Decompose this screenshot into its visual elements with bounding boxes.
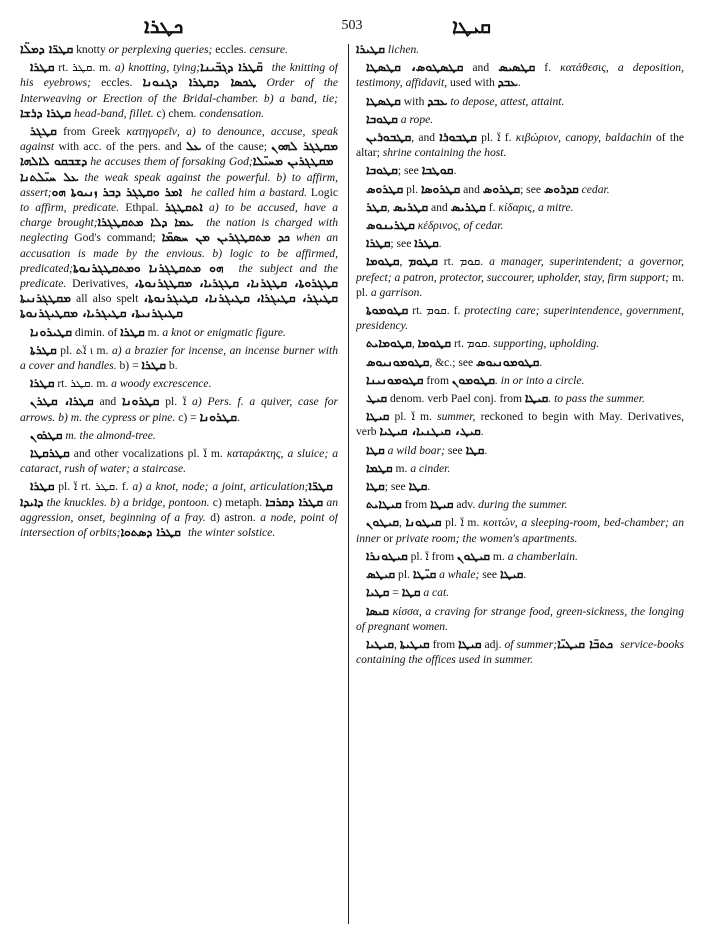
syriac-term: ܩܛܘܡܐܝܬ xyxy=(366,336,412,351)
dictionary-entry xyxy=(356,443,684,458)
dictionary-entry xyxy=(356,112,684,127)
entry-text: pl. xyxy=(403,182,421,196)
definition-text: a wild boar; xyxy=(384,443,445,457)
syriac-term: ܩܛܣܛܐ xyxy=(366,93,401,108)
definition-text: a knot or enigmatic figure. xyxy=(162,325,286,339)
definition-text: a) to be accused, have a charge brought; xyxy=(20,201,338,230)
syriac-term: ܩܛܪܘܢ xyxy=(30,427,63,442)
dictionary-entry xyxy=(356,373,684,388)
entry-text: conj. from xyxy=(470,392,525,406)
definition-text: censure. xyxy=(249,43,288,56)
entry-text: pl. ܐ̈ m. xyxy=(389,410,438,424)
syriac-term: ܩܛܐ xyxy=(366,442,385,457)
definition-text: shrine containing the host. xyxy=(382,146,507,160)
entry-text: all also spelt xyxy=(70,292,144,306)
syriac-term: ܡܩܛܓܪܝܢ ܡܚܝ̈ܠܐ ܥܠ ܚܝ̈ܠܬܢܐ xyxy=(20,154,338,184)
syriac-term: ܩܛܐ xyxy=(366,479,385,494)
syriac-term: ܩܛܐ xyxy=(465,442,485,457)
definition-text: lichen. xyxy=(385,43,420,56)
entry-text: Ethpal. xyxy=(119,201,165,215)
definition-text: a sleeping-room, bed-chamber; an inner xyxy=(356,516,684,545)
syriac-term: ܩܛܪܐ xyxy=(414,236,439,251)
syriac-term: ܩܛܪ xyxy=(366,199,388,214)
entry-text: f. xyxy=(535,61,561,75)
syriac-term: ܩܕܪܘܣ xyxy=(543,181,579,196)
syriac-term: ܥܒܕ xyxy=(427,93,448,108)
entry-text: . xyxy=(523,568,527,582)
definition-text: a craving for strange food, green-sickness, the longing of pregnant women. xyxy=(356,604,684,633)
syriac-term: ܩܛܣܛܘܣ، ܩܛܣܛܐ xyxy=(366,60,464,75)
syriac-term: ܩܛܝܪܐ xyxy=(356,42,386,56)
entry-text: f. xyxy=(485,200,499,214)
entry-text: God's command; xyxy=(68,231,162,245)
syriac-term: ܛܟܣܐ ܕܩܛܪܐ ܕܓܢܘܢܐ xyxy=(142,75,257,90)
entry-text: rt. ܩܘܡ. xyxy=(451,337,494,351)
entry-text: pl. ܐ̈ܬ ι m. xyxy=(56,343,112,357)
syriac-term: ܩܛܒܘܪܐ xyxy=(439,130,477,145)
entry-text: . xyxy=(517,76,521,90)
entry-text: . xyxy=(484,443,488,457)
entry-text: with acc. of the pers. and xyxy=(54,140,186,154)
definition-text: a whale; xyxy=(436,568,480,582)
entry-text: , xyxy=(398,516,406,530)
entry-text: of the cause; xyxy=(201,140,272,154)
syriac-term: ܩܛܪܐ xyxy=(141,358,166,373)
entry-text: Pael xyxy=(450,392,471,406)
entry-text: m. xyxy=(144,325,163,339)
dictionary-entry xyxy=(356,163,684,178)
definition-text: canopy, baldachin xyxy=(561,131,652,145)
dictionary-entry xyxy=(20,42,338,57)
definition-text: a garrison. xyxy=(370,285,423,299)
entry-text: c) = xyxy=(175,410,200,424)
definition-text: m. the almond-tree. xyxy=(62,428,156,442)
definition-text: the nation is charged with neglecting xyxy=(20,216,338,245)
definition-text: an aggression, onset, beginning of a fray. xyxy=(20,495,338,524)
syriac-term: ܩܛܪܐ ܕܪܫܐ xyxy=(20,105,72,120)
dictionary-entry xyxy=(356,130,684,160)
definition-text: private room; the women's apartments. xyxy=(395,531,578,545)
definition-text: a woody excrescence. xyxy=(111,377,212,391)
dictionary-entry xyxy=(356,355,684,370)
syriac-term: ܩܛܪܘܣ xyxy=(366,181,404,196)
dictionary-entry xyxy=(356,497,684,512)
syriac-term: ܩܝܛ xyxy=(366,391,388,406)
entry-text: . xyxy=(438,237,442,251)
dictionary-entry xyxy=(356,479,684,494)
definition-text: summer, xyxy=(437,410,476,424)
definition-text: condensation. xyxy=(199,106,265,120)
greek-term: κιβώριον, xyxy=(515,131,562,145)
entry-text: or xyxy=(380,531,396,545)
dictionary-entry xyxy=(356,409,684,439)
entry-text: . xyxy=(539,355,543,369)
syriac-term: ܩܛܪܬܐ xyxy=(30,342,57,357)
syriac-term: ܩܛܪܐ ܕܣܬܘܐ xyxy=(120,525,186,540)
definition-text: a cat. xyxy=(420,586,450,600)
definition-text: a) to denounce, accuse, speak against xyxy=(20,125,338,154)
syriac-term: ܩܛܪܐ xyxy=(366,236,391,251)
greek-term: κοιτών, xyxy=(482,516,518,530)
syriac-term: ܩܛܘܡܘܢ xyxy=(451,372,495,387)
syriac-term: ܩܝܛܐ xyxy=(524,391,549,406)
syriac-term: ܩܝܛܐ xyxy=(366,409,390,424)
syriac-term: ܩܝܛܐ xyxy=(430,497,454,512)
entry-text: from xyxy=(401,498,431,512)
syriac-term: ܩܛܝܓܪ، ܩܛܝܓܪܐ، ܩܛܝܓܪܢܐ، ܩܛܝܓܪܢܘܬܐ، ܩܛܝܓܪܢܝܬܐ، ܩܛܝܓܪܝܐ، ܡܩܛܝܓܪܢܘܬܐ xyxy=(20,291,338,321)
dictionary-entry xyxy=(20,325,338,340)
syriac-term: ܩܛܪܘܣܐ xyxy=(420,181,461,196)
syriac-term: ܩܛܪܐ xyxy=(120,324,145,339)
entry-text: , xyxy=(411,337,418,351)
entry-text: from xyxy=(423,373,452,387)
syriac-term: ܩܛܓܪܘܬܐ، ܩܛܓܪܢܐ، ܩܛܓܪܝܐ، ܡܩܛܓܪܢܘܬܐ، ܡܩܛܓܪܢܝܬܐ xyxy=(20,276,338,306)
entry-text: adv. xyxy=(453,498,479,512)
entry-text: dimin. of xyxy=(71,325,121,339)
syriac-term: ܩܝܣܐ xyxy=(366,603,389,618)
syriac-term: ܩܛܪܐ xyxy=(30,376,55,391)
entry-text: and xyxy=(428,200,451,214)
syriac-term: ܥܡܐ ܕܠܐ xyxy=(150,215,201,230)
syriac-term: ܩܛܘܡܐ xyxy=(417,336,452,351)
definition-text: he accuses them of forsaking God; xyxy=(87,155,253,169)
syriac-term: ܩ̈ܛܪܐ ܕܓܒ̈ܝܢܐ xyxy=(200,60,268,75)
syriac-term: ܩܘܛܒܐ xyxy=(421,163,454,178)
syriac-term: ܩܝܛܝܐ xyxy=(366,636,394,651)
entry-text: and other vocalizations pl. ܐ̈ m. xyxy=(69,447,227,461)
entry-text: pl. xyxy=(395,568,413,582)
syriac-term: ܩܛܘܡܘܬܐ xyxy=(366,303,409,318)
entry-text: and xyxy=(93,395,123,409)
definition-text: Order of the Interweaving or Erection of the Bridal-chamber. xyxy=(20,76,338,105)
definition-text: supporting, upholding. xyxy=(493,337,600,351)
dictionary-entry xyxy=(356,218,684,233)
syriac-term: ܩܛܪܐ، ܩܛܪܢ xyxy=(30,394,94,409)
syriac-term: ܐܬܩܛܓܪ xyxy=(164,200,203,215)
definition-text: the knitting of his eyebrows; xyxy=(20,61,338,90)
definition-text: of summer; xyxy=(504,637,558,651)
syriac-term: ܩܛܐ xyxy=(401,585,421,600)
entry-text: b) = xyxy=(116,359,142,373)
entry-text: . xyxy=(480,425,484,439)
entry-text: denom. verb xyxy=(387,392,451,406)
definition-text: a deposition, testimony, affidavit, xyxy=(356,61,684,90)
entry-text: used with xyxy=(447,76,498,90)
dictionary-entry xyxy=(20,394,338,424)
dictionary-entry xyxy=(356,585,684,600)
definition-text: a node, point of intersection of orbits; xyxy=(20,510,338,540)
syriac-term: ܩܛܪܝܣ xyxy=(450,199,486,214)
dictionary-entry xyxy=(20,428,338,443)
entry-text: pl. ܐ̈ m. xyxy=(441,516,483,530)
dictionary-entry xyxy=(356,200,684,215)
definition-text: a) knotting, tying; xyxy=(114,61,201,75)
entry-text: Logic xyxy=(307,185,338,199)
syriac-term: ܟܬܒ̈ܐ ܩܝܛܝ̈ܐ xyxy=(557,636,618,651)
entry-text: . xyxy=(427,480,431,494)
syriac-term: ܥܠ xyxy=(185,139,202,154)
definition-text: . to pass the summer. xyxy=(548,392,645,406)
dictionary-entry xyxy=(20,446,338,476)
entry-text: ; see xyxy=(397,164,422,178)
entry-text: ; see xyxy=(384,480,409,494)
entry-text: reckoned to begin with May. xyxy=(475,410,628,424)
syriac-term: ܩܛܡܐ xyxy=(366,460,393,475)
definition-text: a) a brazier for incense, an incense burner with a cover and handles. xyxy=(20,343,338,373)
definition-text: he called him a bastard. xyxy=(187,185,308,199)
entry-text: with xyxy=(400,94,428,108)
dictionary-entry xyxy=(356,303,684,333)
entry-text: knotty xyxy=(73,43,109,56)
entry-text: , xyxy=(393,637,400,651)
entry-text: d) astron. xyxy=(205,510,261,524)
entry-text: verb xyxy=(356,425,380,439)
dictionary-entry xyxy=(356,637,684,667)
greek-term: καταράκτης, xyxy=(226,447,284,461)
entry-text: see xyxy=(444,443,466,457)
dictionary-entry xyxy=(356,94,684,109)
syriac-term: ܩܛܪܝܣ xyxy=(392,199,429,214)
definition-text: a mitre. xyxy=(535,200,574,214)
page-number: 503 xyxy=(341,18,363,33)
syriac-term: ܩܝܛܘܢ xyxy=(366,515,399,530)
entry-text: from Greek xyxy=(56,125,127,139)
entry-text: rt. ܩܘܡ. f. xyxy=(408,304,465,318)
syriac-term: ܩܝܛܐ xyxy=(458,636,482,651)
syriac-term: ܩܛܘܡܘܢܝܢܐ xyxy=(366,372,424,387)
entry-text: pl. ܐ̈ xyxy=(159,395,193,409)
syriac-term: ܩܛܪܐ xyxy=(30,60,55,75)
definition-text: a rope. xyxy=(397,112,434,126)
dictionary-entry xyxy=(356,336,684,351)
dictionary-entry xyxy=(356,182,684,197)
syriac-term: ܩܛܘܡܘܢܝܘܣ xyxy=(476,354,540,369)
left-column xyxy=(20,42,338,928)
syriac-term: ܩܛܘܡ xyxy=(408,254,438,269)
entry-text: pl. ܐ̈ f. xyxy=(476,131,516,145)
entry-text: m. xyxy=(490,549,508,563)
syriac-term: ܩܛܪܐ xyxy=(30,479,55,494)
definition-text: the winter solstice. xyxy=(185,526,276,540)
definition-text: b) a band, tie; xyxy=(258,91,338,105)
syriac-term: ܩܝܛܣ xyxy=(366,567,396,582)
entry-text: . xyxy=(236,410,240,424)
entry-text: , xyxy=(399,255,409,269)
definition-text: cedar. xyxy=(578,182,610,196)
definition-text: head-band, fillet. xyxy=(71,106,154,120)
syriac-term: ܩܛܪܐ ܕܩܪܒܐ xyxy=(265,494,324,509)
entry-text: , &c.; see xyxy=(429,355,477,369)
definition-text: to depose, attest, attaint. xyxy=(447,94,565,108)
syriac-term: ܩܛܪܩܛܐ xyxy=(30,446,70,461)
entry-text: rt. ܩܛܪ. m. xyxy=(54,61,115,75)
greek-term: κίδαρις, xyxy=(498,200,536,214)
dictionary-entry xyxy=(20,376,338,391)
syriac-term: ܩܝܛܝܬܐ xyxy=(399,636,430,651)
entry-text: adj. xyxy=(481,637,505,651)
entry-text: of the altar; xyxy=(356,131,684,160)
entry-text: eccles. xyxy=(212,43,250,56)
greek-term: κατάθεσις, xyxy=(560,61,609,75)
entry-text: m. pl. xyxy=(356,270,684,299)
entry-text: rt. ܩܛܪ. m. xyxy=(54,377,112,391)
entry-text: eccles. xyxy=(90,76,143,90)
definition-text: of cedar. xyxy=(460,219,504,233)
definition-text: protecting care; superintendence, government, presidency. xyxy=(356,304,684,333)
definition-text: a) a knot, node; a joint, articulation; xyxy=(132,480,309,494)
running-head-right: ܩܝܛܐ xyxy=(452,14,491,38)
definition-text: to affirm, predicate. xyxy=(20,201,120,215)
syriac-term: ܩܛܒܘܪܝܢ xyxy=(366,130,412,145)
greek-term: κίσσα, xyxy=(388,604,422,618)
entry-text: Derivatives, xyxy=(627,410,684,424)
dictionary-entry xyxy=(20,124,338,322)
entry-text: ; see xyxy=(520,182,544,196)
definition-text: b) a bridge, pontoon. xyxy=(106,495,210,509)
greek-term: κέδρινος, xyxy=(414,219,461,233)
definition-text: a cinder. xyxy=(410,461,451,475)
syriac-term: ܩܛܘܡܐ xyxy=(366,254,400,269)
definition-text: the subject and the predicate. xyxy=(20,261,338,291)
entry-text: c) metaph. xyxy=(209,495,266,509)
syriac-term: ܩܛܣܝܣ xyxy=(498,60,536,75)
definition-text: or perplexing queries; xyxy=(108,43,213,56)
syriac-term: ܟܕ ܡܬܩܛܓܪܝܢ ܡܢ ܚܣܡ̈ܐ xyxy=(161,230,290,245)
entry-text: , xyxy=(387,200,393,214)
syriac-term: ܡܩܛܓܪ ܠܗܘܢ ܕܫܒܩܘ ܠܐܠܗܐ xyxy=(20,139,338,169)
dictionary-entry xyxy=(356,567,684,582)
entry-text: rt. ܩܘܡ. xyxy=(437,255,490,269)
right-column xyxy=(356,42,684,928)
dictionary-entry xyxy=(356,515,684,545)
entry-text: . xyxy=(453,164,457,178)
syriac-term: ܩܝܛܘܢܪܐ xyxy=(366,548,408,563)
syriac-term: ܩܝ̈ܛܐ xyxy=(412,567,437,582)
dictionary-entry xyxy=(356,391,684,406)
syriac-term: ܩܛܘܒܐ xyxy=(366,163,398,178)
syriac-term: ܐܡܪ ܘܩܛܓܪ ܕܒܪ ܙܢܝܘܬܐ ܗܘ xyxy=(51,184,188,199)
syriac-term: ܩܛܪܘܢܐ xyxy=(199,409,237,424)
entry-text: ; see xyxy=(390,237,415,251)
dictionary-entry xyxy=(356,604,684,634)
syriac-term: ܩܛܓܪ xyxy=(30,124,57,139)
syriac-term: ܩܛܪܝܢܘܣ xyxy=(366,218,415,233)
syriac-term: ܩܛܝܐ xyxy=(366,585,390,600)
definition-text: . in or into a circle. xyxy=(494,373,585,387)
definition-text: b) m. the cypress or pine. xyxy=(55,410,176,424)
syriac-term: ܩܛܝܪܘܢܐ xyxy=(30,324,72,339)
syriac-term: ܩܝܛ، ܩܝܛܢܝܐ، ܩܝܛܝܐ xyxy=(379,424,481,439)
definition-text: b) logic to be affirmed, predicated; xyxy=(20,246,338,275)
entry-text: and xyxy=(463,61,499,75)
syriac-term: ܩܛܪ̈ܐ ܕܐܝܕܐ xyxy=(20,479,338,509)
syriac-term: ܩܝܛܘܢܐ xyxy=(405,515,442,530)
definition-text: a sluice; a cataract, rush of water; a staircase. xyxy=(20,447,338,476)
dictionary-entry xyxy=(356,549,684,564)
entry-text: Derivatives, xyxy=(66,277,135,291)
definition-text: during the summer. xyxy=(478,498,568,512)
entry-text: c) chem. xyxy=(153,106,200,120)
definition-text: when an accusation is made by the envious. xyxy=(20,231,338,260)
dictionary-entry xyxy=(20,479,338,540)
entry-text: see xyxy=(479,568,500,582)
dictionary-entry xyxy=(356,236,684,251)
syriac-term: ܩܝܛܐܝܬ xyxy=(366,497,402,512)
syriac-term: ܗܘ ܡܬܩܛܓܪܢܐ ܘܡܬܩܛܓܪܢܘܬܐ xyxy=(73,260,232,275)
syriac-term: ܩܛܘܒܐ xyxy=(366,111,398,126)
greek-term: κατηγορεῖν, xyxy=(126,125,180,139)
definition-text: b) to affirm, assert; xyxy=(20,170,338,199)
entry-text: m. xyxy=(392,461,411,475)
dictionary-entry xyxy=(356,461,684,476)
dictionary-entry xyxy=(20,60,338,121)
entry-text: from xyxy=(429,637,459,651)
entry-text: b. xyxy=(165,359,178,373)
syriac-term: ܩܛܐ xyxy=(408,479,428,494)
entry-text: and xyxy=(460,182,483,196)
dictionary-entry xyxy=(20,343,338,373)
definition-text: service-books containing the offices used in summer. xyxy=(356,637,684,667)
dictionary-entry xyxy=(356,60,684,90)
dictionary-entry xyxy=(356,42,684,57)
column-divider xyxy=(348,44,349,924)
syriac-term: ܥܒܕ xyxy=(497,75,518,90)
entry-text: pl. ܐ̈ rt. ܩܛܪ. f. xyxy=(54,480,133,494)
syriac-term: ܩܝܛܐ xyxy=(499,567,524,582)
definition-text: the weak speak against the powerful. xyxy=(78,170,271,184)
syriac-term: ܩܝܛܘܢ xyxy=(457,548,491,563)
definition-text: a) Pers. f. a quiver, case for arrows. xyxy=(20,395,338,424)
definition-text: the knuckles. xyxy=(43,495,107,509)
syriac-term: ܩܛܪܘܣ xyxy=(482,181,521,196)
dictionary-entry xyxy=(356,254,684,300)
syriac-term: ܩܛܪܘܢܐ xyxy=(122,394,160,409)
running-head-left: ܟܛܪܐ xyxy=(144,14,184,38)
entry-text: = xyxy=(389,586,402,600)
syriac-term: ܩܛܪ̈ܐ ܕܡܠ̈ܐ xyxy=(20,42,74,56)
syriac-term: ܡܬܩܛܓܪܐ xyxy=(97,215,151,230)
definition-text: a manager, superintendent; a governor, prefect; a patron, protector, succourer, upholder, stay, firm support; xyxy=(356,255,684,284)
syriac-term: ܩܛܘܡܘܢܝܘܣ xyxy=(366,354,430,369)
entry-text: pl. ܐ̈ from xyxy=(407,549,458,563)
entry-text: , and xyxy=(411,131,440,145)
definition-text: a chamberlain. xyxy=(507,549,578,563)
